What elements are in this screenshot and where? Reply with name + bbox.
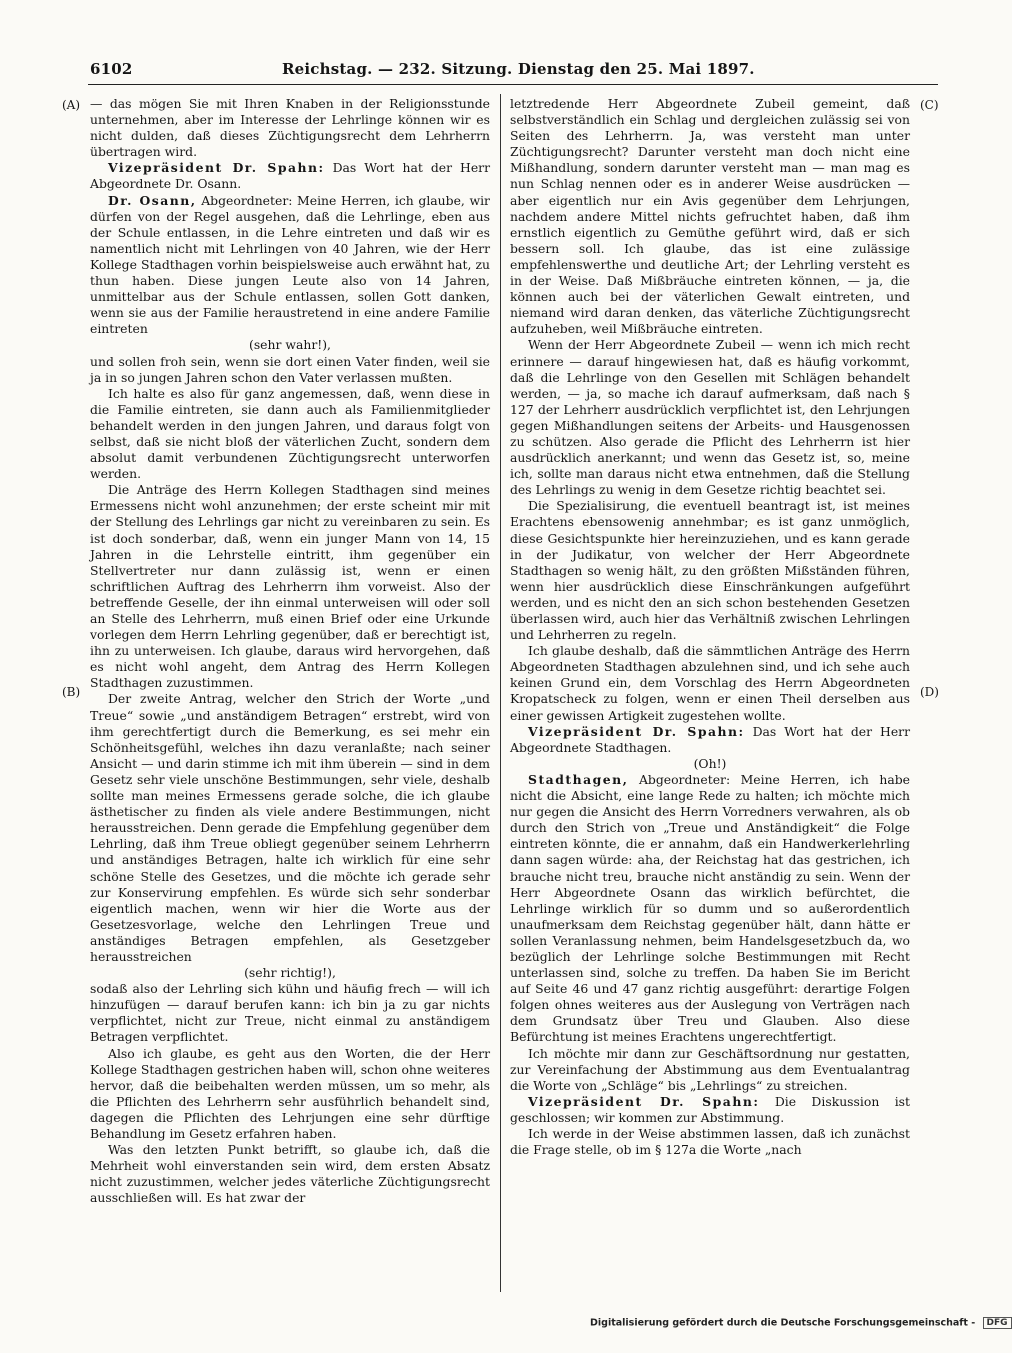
paragraph	[510, 772, 910, 1046]
paragraph: Wenn der Herr Abgeordnete Zubeil — wenn ich mich recht erinnere — darauf hingewiesen hat, daß es häufig vorkommt, daß die Lehrlinge von den Gesellen mit Schlägen behandelt werden, — ja, so mache ich darauf aufmerksam, daß nach § 127 der Lehrherr ausdrücklich verpflichtet ist, den Lehrjungen gegen Mißhandlungen seitens der Arbeits- und Hausgenossen zu schützen. Also gerade die Pflicht des Lehrherrn ist hier ausdrücklich anerkannt; und wenn das Gesetz ist, so, meine ich, sollte man daraus nicht etwa entnehmen, daß die Stellung des Lehrlings zu wenig in dem Gesetze richtig beachtet sei.	[510, 337, 910, 498]
paragraph: Also ich glaube, es geht aus den Worten, die der Herr Kollege Stadthagen gestrichen haben will, schon ohne weiteres hervor, daß die beibehalten werden müssen, um so mehr, als die Pflichten des Lehrherrn sehr ausführlich behandelt sind, dagegen die Pflichten des Lehrjungen eine sehr dürftige Behandlung im Gesetz erfahren haben.	[90, 1045, 490, 1141]
paragraph: letztredende Herr Abgeordnete Zubeil gemeint, daß selbstverständlich ein Schlag und dergleichen zulässig sei von Seiten des Lehrherrn. Ja, was versteht man unter Züchtigungsrecht? Darunter versteht man doch nicht eine Mißhandlung, sondern darunter versteht man — man mag es nun Schlag nennen oder es in anderer Weise ausdrücken — aber eigentlich nur ein Avis gegenüber dem Lehrjungen, nachdem andere Mittel nichts gefruchtet haben, daß ihm ernstlich eigentlich zu Gemüthe geführt wird, daß er sich bessern soll. Ich glaube, das ist eine zulässige empfehlenswerthe und deutliche Art; der Lehrling versteht es in der Weise. Daß Mißbräuche eintreten können, — ja, die können auch bei der väterlichen Gewalt eintreten, und niemand wird daran denken, das väterliche Züchtigungsrecht aufzuheben, weil Mißbräuche eintreten.	[510, 96, 910, 337]
paragraph: Ich halte es also für ganz angemessen, daß, wenn diese in die Familie eintreten, sie dann auch als Familienmitglieder behandelt werden in den jungen Jahren, und daraus folgt von selbst, daß sie nicht bloß der väterlichen Zucht, sondern dem absolut damit verbundenen Züchtigungsrecht unterworfen werden.	[90, 385, 490, 482]
footer-text: Digitalisierung gefördert durch die Deutsche Forschungsgemeinschaft -	[590, 1317, 976, 1329]
paragraph-text: Abgeordneter: Meine Herren, ich habe nicht die Absicht, eine lange Rede zu halten; ich möchte mich nur gegen die Ansicht des Herrn Vorredners verwahren, als ob durch den Strich von „Treue und Anständigkeit“ die Folge eintreten könnte, die er annahm, daß ein Handwerkerlehrling dann sagen würde: aha, der Reichstag hat das gestrichen, ich brauche nicht treu, brauche nicht anständig zu sein. Wenn der Herr Abgeordnete Osann das wirklich befürchtet, die Lehrlinge wirklich für so dumm und so außerordentlich unaufmerksam dem Reichstag gegenüber hält, dann hätte er sollen Veranlassung nehmen, beim Handelsgesetzbuch da, wo bezüglich der Lehrlinge solche Bestimmungen mit Recht unterlassen sind, solche zu treffen. Da haben Sie im Bericht auf Seite 46 und 47 ganz richtig ausgeführt: derartige Folgen folgen ohnes weiteres aus der Auslegung von Verträgen nach dem Grundsatz über Treu und Glauben. Also diese Befürchtung ist meines Erachtens ungerechtfertigt.	[510, 771, 910, 1045]
paragraph: Ich werde in der Weise abstimmen lassen, daß ich zunächst die Frage stelle, ob im § 127a die Worte „nach	[510, 1126, 910, 1158]
margin-marker-c: (C)	[920, 98, 939, 112]
paragraph	[90, 193, 490, 338]
header-rule	[88, 84, 938, 85]
margin-marker-a: (A)	[62, 98, 81, 112]
paragraph	[90, 160, 490, 192]
paragraph: und sollen froh sein, wenn sie dort einen Vater finden, weil sie ja in so jungen Jahren schon den Vater verlassen mußten.	[90, 353, 490, 385]
paragraph	[510, 1094, 910, 1126]
paragraph-text: Das Wort hat der Herr Abgeordnete Dr. Osann.	[90, 160, 490, 192]
left-column	[90, 96, 490, 1294]
interjection: (Oh!)	[693, 755, 727, 771]
speaker-name: Vizepräsident Dr. Spahn:	[108, 160, 325, 176]
footer-credit	[590, 1317, 1008, 1337]
speaker-name: Vizepräsident Dr. Spahn:	[528, 723, 745, 739]
paragraph: Die Spezialisirung, die eventuell beantragt ist, ist meines Erachtens ebensowenig annehmbar; es ist ganz unmöglich, diese Gesichtspunkte hier hereinzuziehen, und es kann gerade in der Judikatur, von welcher der Herr Abgeordnete Stadthagen so wenig hält, zu den größten Mißständen führen, wenn hier ausdrücklich diese Einschränkungen aufgeführt werden, und es nicht den an sich schon bestehenden Gesetzen überlassen wird, auch hier das Verhältniß zwischen Lehrlingen und Lehrherren zu regeln.	[510, 498, 910, 643]
running-head: Reichstag. — 232. Sitzung. Dienstag den 25. Mai 1897.	[282, 60, 755, 78]
paragraph: Ich glaube deshalb, daß die sämmtlichen Anträge des Herrn Abgeordneten Stadthagen abzulehnen sind, und ich sehe auch keinen Grund ein, dem Vorschlag des Herrn Abgeordneten Kropatscheck zu folgen, wenn er einen Theil derselben aus einer gewissen Artigkeit zugestehen wollte.	[510, 643, 910, 723]
margin-marker-d: (D)	[920, 685, 939, 699]
interjection: (sehr richtig!),	[244, 965, 336, 981]
interjection: (sehr wahr!),	[248, 337, 331, 353]
paragraph: Was den letzten Punkt betrifft, so glaube ich, daß die Mehrheit wohl einverstanden sein wird, dem ersten Absatz nicht zuzustimmen, welcher jedes väterliche Züchtigungsrecht ausschließen will. Es hat zwar der	[90, 1142, 490, 1206]
paragraph: Die Anträge des Herrn Kollegen Stadthagen sind meines Ermessens nicht wohl anzunehmen; der erste scheint mir mit der Stellung des Lehrlings gar nicht zu vereinbaren zu sein. Es ist doch sonderbar, daß, wenn ein junger Mann von 14, 15 Jahren in die Lehrstelle eintritt, ihm gegenüber ein Stellvertreter nur dann zulässig ist, wenn er einen schriftlichen Auftrag des Lehrherrn ihm vorweist. Also der betreffende Geselle, der ihn einmal unterweisen will oder soll an Stelle des Lehrherrn, muß einen Brief oder eine Urkunde vorlegen dem Herrn Lehrling gegenüber, daß er berechtigt ist, ihn zu unterweisen. Ich glaube, daraus wird hervorgehen, daß es nicht wohl angeht, dem Antrag des Herrn Kollegen Stadthagen zuzustimmen.	[90, 482, 490, 691]
paragraph: Der zweite Antrag, welcher den Strich der Worte „und Treue“ sowie „und anständigem Betragen“ erstrebt, wird von ihm gerechtfertigt durch die Bemerkung, es sei mehr ein Schönheitsgefühl, welches ihn dazu veranlaßte; nach seiner Ansicht — und darin stimme ich mit ihm überein — sind in dem Gesetz sehr viele unschöne Bestimmungen, sehr viele, deshalb sollte man meines Ermessens gerade solche, die ich glaube ästhetischer zu finden als viele andere Bestimmungen, nicht herausstreichen. Denn gerade die Empfehlung gegenüber dem Lehrling, daß ihm Treue obliegt gegenüber seinem Lehrherrn und anständiges Betragen, halte ich wirklich für eine sehr schöne Stelle des Gesetzes, und die möchte ich gerade sehr zur Konservirung empfehlen. Es würde sich sehr sonderbar eigentlich machen, wenn wir hier die Worte aus der Gesetzesvorlage, welche den Lehrlingen Treue und anständiges Betragen empfehlen, als Gesetzgeber herausstreichen	[90, 691, 490, 964]
paragraph: — das mögen Sie mit Ihren Knaben in der Religionsstunde unternehmen, aber im Interesse der Lehrlinge können wir es nicht dulden, daß dieses Züchtigungsrecht dem Lehrherrn übertragen wird.	[90, 96, 490, 160]
right-column	[510, 96, 910, 1294]
speaker-name: Stadthagen,	[528, 771, 629, 787]
paragraph-text: Das Wort hat der Herr Abgeordnete Stadthagen.	[510, 723, 910, 755]
paragraph-text: Die Diskussion ist geschlossen; wir kommen zur Abstimmung.	[510, 1093, 910, 1125]
margin-marker-b: (B)	[62, 685, 81, 699]
paragraph: sodaß also der Lehrling sich kühn und häufig frech — will ich hinzufügen — darauf berufen kann: ich bin ja zu gar nichts verpflichtet, nicht zur Treue, nicht einmal zu anständigem Betragen verpflichtet.	[90, 981, 490, 1045]
dfg-logo-icon: DFG	[983, 1317, 1012, 1329]
page-number: 6102	[90, 60, 133, 78]
paragraph: Ich möchte mir dann zur Geschäftsordnung nur gestatten, zur Vereinfachung der Abstimmung aus dem Eventualantrag die Worte von „Schläge“ bis „Lehrlings“ zu streichen.	[510, 1045, 910, 1093]
speaker-name: Vizepräsident Dr. Spahn:	[528, 1093, 760, 1109]
page-header	[62, 60, 940, 84]
paragraph-text: Abgeordneter: Meine Herren, ich glaube, wir dürfen von der Regel ausgehen, daß die Lehrlinge, eben aus der Schule entlassen, in die Lehre eintreten und daß wir es namentlich nicht mit Lehrlingen von 40 Jahren, wie der Herr Kollege Stadthagen vorhin beispielsweise auch erwähnt hat, zu thun haben. Diese jungen Leute also von 14 Jahren, unmittelbar aus der Schule entlassen, sollen Gott danken, wenn sie aus der Familie heraustretend in eine andere Familie eintreten	[90, 192, 490, 337]
column-divider	[500, 94, 501, 1292]
paragraph	[510, 724, 910, 756]
speaker-name: Dr. Osann,	[108, 192, 197, 208]
